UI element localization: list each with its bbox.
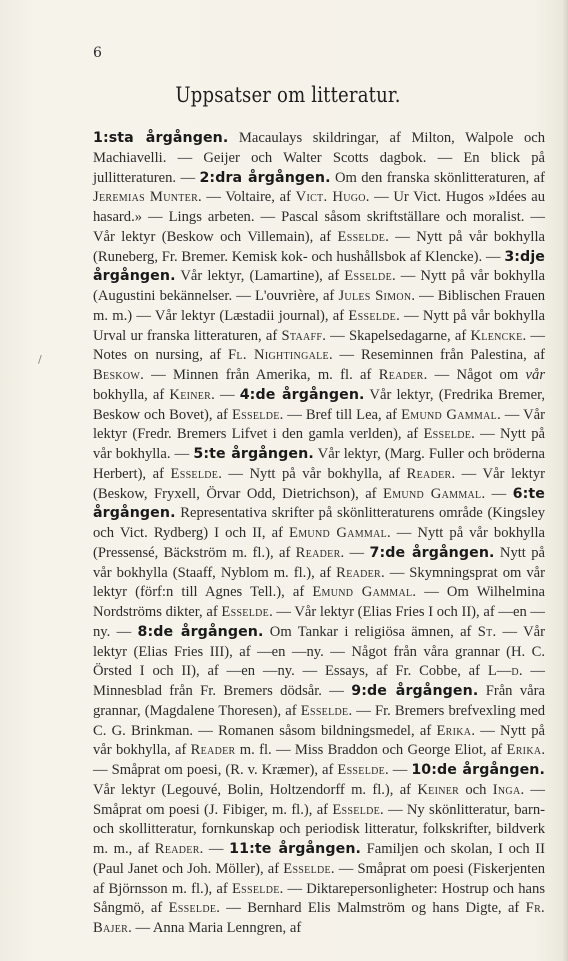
text-run: . — Vår lektyr (Elias Fries I och II), af —en —ny. — [93, 604, 545, 640]
text-run: . — Ny skönlitteratur, barn- och skollitteratur, fornkunskap och periodisk litteratur, folkskrifter, bildverk m. m., af [93, 801, 545, 857]
author-name: Emund Gammal [401, 406, 498, 423]
volume-heading: 3:dje årgången. [93, 248, 545, 285]
text-run: Vår lektyr, (Fredrika Bremer, Beskow och Bovet), af [93, 386, 545, 423]
volume-heading: 8:de årgången. [137, 623, 264, 640]
author-name: Reader [336, 564, 382, 581]
text-run: . — Nytt på vår bokhylla. — [93, 426, 545, 462]
author-name: Esselde [231, 406, 280, 423]
page-edge-shadow [562, 0, 568, 961]
author-name: Fl. Nightingale [228, 347, 329, 364]
author-name: Beskow [93, 367, 141, 383]
page-title: Uppsatser om litteratur. [175, 83, 401, 107]
author-name: Esselde [221, 604, 270, 620]
text-run: . — Vår lektyr (Elias Fries III), af —en —ny. — Något från våra grannar (H. C. Örsted I och II), af —en —ny. — Essays, af Fr. Cobbe, af L— [93, 623, 545, 680]
text-run: . — Nytt på vår bokhylla, af [218, 465, 407, 482]
author-name: Reader [406, 465, 452, 482]
text-run: . — Minnesblad från Fr. Bremers dödsår. — [93, 663, 546, 699]
author-name: Keiner [417, 781, 460, 798]
text-run: m. fl. — Miss Braddon och George Eliot, af [235, 742, 507, 759]
text-run: . — Biblischen Frauen m. m.) — Vår lektyr (Læstadii journal), af [93, 288, 546, 324]
text-run: . — Fr. Bremers brefvexling med C. G. Brinkman. — Romanen såsom bildningsmedel, af [93, 702, 546, 739]
article-list-paragraph [93, 129, 545, 939]
text-run: . — Något om [423, 367, 526, 383]
text-run: . — [340, 544, 370, 561]
volume-heading: 9:de årgången. [351, 683, 479, 699]
volume-heading: 5:te årgången. [193, 446, 314, 462]
author-name: Fr. Bajer [93, 900, 545, 936]
author-name: Esselde [170, 465, 219, 482]
author-name: Jules Simon [338, 288, 412, 304]
text-run: . — Bernhard Elis Malmström og hans Digte, af [216, 900, 526, 917]
author-name: St [477, 623, 493, 640]
text-run: Vår lektyr, (Marg. Fuller och bröderna Herbert), af [93, 446, 545, 482]
author-name: Esselde [168, 900, 217, 917]
author-name: Reader [190, 742, 236, 759]
author-name: Esselde [283, 860, 331, 877]
author-name: Esselde [231, 880, 280, 897]
author-name: Esselde [348, 307, 397, 324]
author-name: Reader [154, 841, 200, 857]
author-name: Emund Gammal [312, 584, 413, 601]
text-run: Macaulays skildringar, af Milton, Walpole och Machiavelli. — Geijer och Walter Scotts dagbok. — En blick på jullitteraturen. — [93, 130, 546, 186]
margin-pencil-mark: / [38, 353, 42, 366]
text-run: . — Om Wilhelmina Nordströms dikter, af [93, 584, 545, 620]
text-run: bokhylla, af [93, 386, 170, 403]
author-name: Reader [378, 367, 424, 383]
author-name: Inga [492, 781, 521, 798]
text-run: . — Skymningsprat om vår lektyr (förf:n till Agnes Tell.), af [93, 564, 545, 601]
author-name: Esselde [300, 702, 349, 719]
volume-heading: 2:dra årgången. [199, 169, 331, 186]
text-run: . — Ur Vict. Hugos »Idées au hasard.» — Lings arbeten. — Pascal såsom skriftställare och moralist. — Vår lektyr (Beskow och Villemain), af [93, 189, 546, 245]
text-run: . — Nytt på vår bokhylla (Pressensé, Bäckström m. fl.), af [93, 525, 546, 561]
text-run: . — Anna Maria Lenngren, af [128, 920, 302, 936]
text-run: . — Notes on nursing, af [93, 327, 545, 364]
volume-heading: 10:de årgången. [411, 762, 545, 778]
volume-heading: 11:te årgången. [229, 841, 362, 857]
text-run: . — Voltaire, af [198, 189, 296, 206]
author-name: Klencke [470, 327, 523, 344]
text-run: . — [481, 485, 513, 502]
text-run: och [459, 781, 493, 798]
text-run: . — [385, 762, 412, 778]
text-run: Vår lektyr (Legouvé, Bolin, Holtzendorff m. fl.), af [93, 781, 418, 798]
emphasis-text: vår [525, 367, 546, 383]
text-run: . — Bref till Lea, af [279, 406, 402, 423]
author-name: Erika [506, 742, 542, 759]
volume-heading: 7:de årgången. [369, 544, 495, 561]
text-run: . — Småprat om poesi (J. Fibiger, m. fl.), af [93, 781, 546, 818]
author-name: Jeremias Munter [93, 189, 199, 206]
text-run: . — Reseminnen från Palestina, af [328, 347, 545, 364]
text-run: . — Vår lektyr (Beskow, Fryxell, Örvar Odd, Dietrichson), af [93, 465, 545, 502]
text-run: . — Nytt på vår bokhylla Urval ur franska litteraturen, af [93, 307, 545, 344]
paragraph [93, 129, 545, 939]
text-run: Om den franska skönlitteraturen, af [330, 169, 545, 186]
text-run: . — [211, 386, 240, 403]
author-name: Emund Gammal [289, 525, 388, 541]
text-run: Vår lektyr, (Lamartine), af [175, 268, 345, 285]
author-name: Keiner [169, 386, 212, 403]
author-name: Erika [436, 722, 472, 739]
text-run: . — Diktarepersonligheter: Hostrup och hans Sångmö, af [93, 880, 545, 917]
author-name: Staaff [281, 327, 323, 344]
author-name: Esselde [332, 801, 381, 818]
volume-heading: 1:sta årgången. [93, 130, 229, 146]
page-number: 6 [93, 45, 102, 61]
text-run: . — Småprat om poesi, (R. v. Kræmer), af [93, 742, 546, 778]
text-run: . — Vår lektyr (Fredr. Bremers Lifvet i den gamla verlden), af [93, 406, 545, 443]
author-name: Emund Gammal [383, 485, 482, 502]
text-run: . — Nytt på vår bokhylla, af [93, 722, 545, 759]
volume-heading: 4:de årgången. [239, 386, 365, 403]
author-name: Esselde [337, 228, 386, 245]
author-name: Esselde [423, 426, 472, 443]
author-name: Esselde [337, 762, 386, 778]
text-run: Familjen och skolan, I och II (Paul Janet och Joh. Möller), af [93, 841, 545, 877]
text-run: . — Nytt på vår bokhylla (Runeberg, Fr. Bremer. Kemisk kok- och hushållsbok af Klencke). — [93, 228, 545, 265]
author-name: Esselde [344, 268, 392, 285]
volume-heading: 6:te årgången. [93, 485, 546, 522]
text-run: . — Småprat om poesi (Fiskerjenten af Björnsson m. fl.), af [93, 860, 545, 897]
text-run: . — Minnen från Amerika, m. fl. af [140, 367, 379, 383]
author-name: d [511, 663, 519, 680]
text-run: . — Nytt på vår bokhylla (Augustini bekännelser. — L'ouvrière, af [93, 268, 545, 304]
text-run: . — [199, 841, 230, 857]
text-run: Nytt på vår bokhylla (Staaff, Nyblom m. fl.), af [93, 544, 545, 581]
text-run: Om Tankar i religiösa ämnen, af [263, 623, 478, 640]
author-name: Vict. Hugo [295, 189, 366, 206]
text-run: . — Skapelsedagarne, af [322, 327, 471, 344]
text-run: Från våra grannar, (Magdalene Thoresen), af [93, 683, 545, 719]
author-name: Reader [295, 544, 341, 561]
text-run: Representativa skrifter på skönlitteraturens område (Kingsley och Vict. Rydberg) I och II, af [93, 505, 545, 541]
